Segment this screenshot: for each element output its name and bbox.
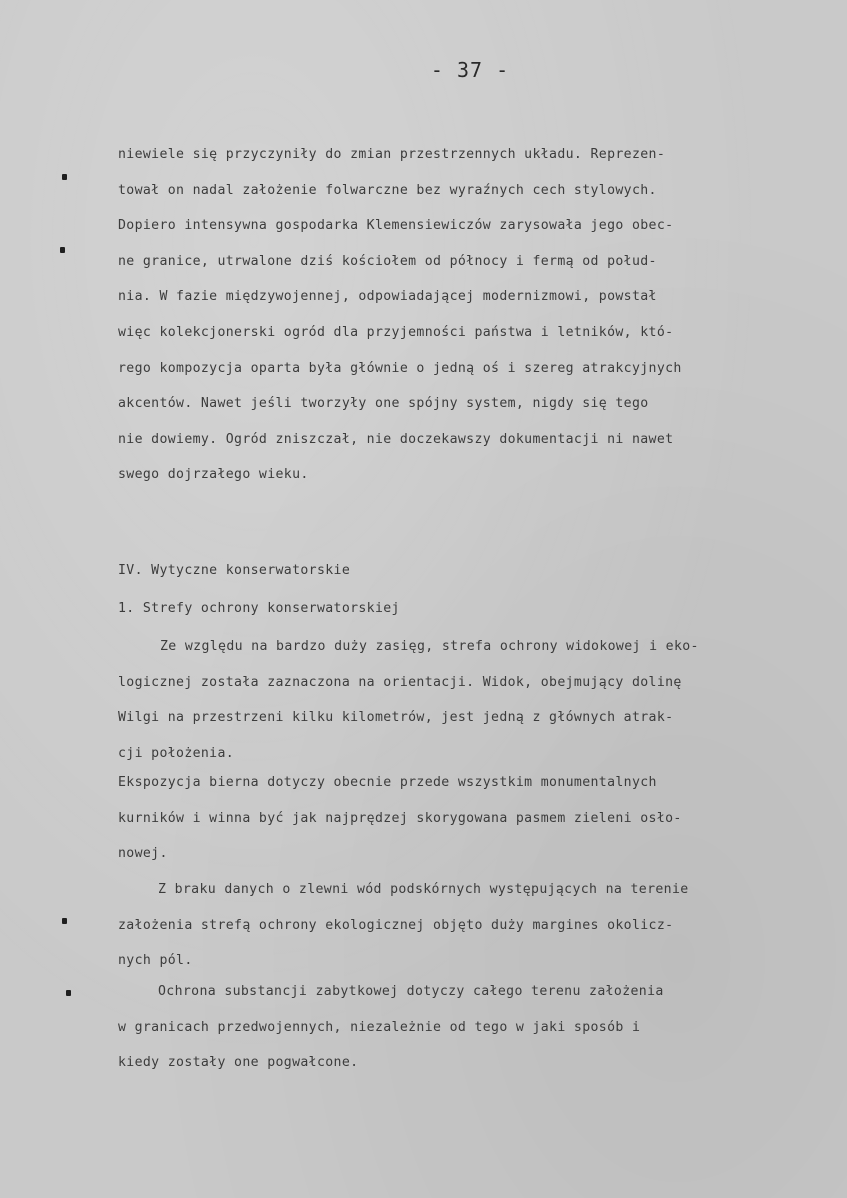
text-line: założenia strefą ochrony ekologicznej objęto duży margines okolicz- bbox=[118, 917, 674, 933]
text-line: Ochrona substancji zabytkowej dotyczy całego terenu założenia bbox=[158, 984, 664, 999]
punch-hole-mark bbox=[66, 990, 71, 996]
text-line: nie dowiemy. Ogród zniszczał, nie doczekawszy dokumentacji ni nawet bbox=[118, 431, 674, 447]
punch-hole-mark bbox=[62, 174, 67, 180]
paragraph-protection-zone bbox=[118, 629, 818, 771]
text-line: Ekspozycja bierna dotyczy obecnie przede wszystkim monumentalnych bbox=[118, 775, 657, 790]
text-line: cji położenia. bbox=[118, 745, 235, 761]
text-line: swego dojrzałego wieku. bbox=[118, 467, 309, 483]
text-line: Z braku danych o zlewni wód podskórnych występujących na terenie bbox=[158, 882, 689, 897]
text-line: akcentów. Nawet jeśli tworzyły one spójny system, nigdy się tego bbox=[118, 396, 649, 412]
paragraph-heritage bbox=[118, 974, 818, 1081]
text-line: więc kolekcjonerski ogród dla przyjemności państwa i letników, któ- bbox=[118, 324, 674, 340]
text-line: rego kompozycja oparta była głównie o jedną oś i szereg atrakcyjnych bbox=[118, 360, 682, 376]
text-line: tował on nadal założenie folwarczne bez wyraźnych cech stylowych. bbox=[118, 182, 657, 198]
text-line: w granicach przedwojennych, niezależnie od tego w jaki sposób i bbox=[118, 1019, 641, 1035]
page-number: - 37 - bbox=[430, 58, 510, 82]
text-line: Dopiero intensywna gospodarka Klemensiewiczów zarysowała jego obec- bbox=[118, 218, 674, 234]
paragraph-history bbox=[118, 137, 818, 493]
punch-hole-mark bbox=[60, 247, 65, 253]
punch-hole-mark bbox=[62, 918, 67, 924]
text-line: nowej. bbox=[118, 846, 168, 862]
text-line: Wilgi na przestrzeni kilku kilometrów, jest jedną z głównych atrak- bbox=[118, 710, 674, 726]
section-heading: IV. Wytyczne konserwatorskie bbox=[118, 563, 351, 578]
subsection-heading: 1. Strefy ochrony konserwatorskiej bbox=[118, 601, 400, 616]
paragraph-ecology bbox=[118, 872, 818, 979]
text-line: Ze względu na bardzo duży zasięg, strefa ochrony widokowej i eko- bbox=[160, 639, 699, 654]
text-line: kurników i winna być jak najprędzej skorygowana pasmem zieleni osło- bbox=[118, 810, 682, 826]
text-line: logicznej została zaznaczona na orientacji. Widok, obejmujący dolinę bbox=[118, 674, 682, 690]
text-line: nych pól. bbox=[118, 953, 193, 969]
text-line: nia. W fazie międzywojennej, odpowiadającej modernizmowi, powstał bbox=[118, 289, 657, 305]
text-line: niewiele się przyczyniły do zmian przestrzennych układu. Reprezen- bbox=[118, 147, 666, 162]
paragraph-exposure bbox=[118, 765, 818, 872]
text-line: ne granice, utrwalone dziś kościołem od północy i fermą od połud- bbox=[118, 253, 657, 269]
text-line: kiedy zostały one pogwałcone. bbox=[118, 1055, 359, 1071]
